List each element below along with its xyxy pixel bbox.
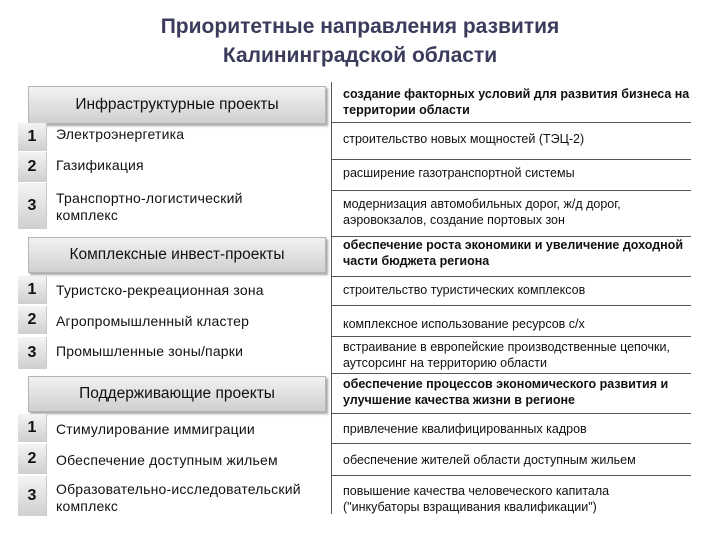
item-number: 1 xyxy=(18,276,47,304)
row-divider xyxy=(331,190,691,191)
row-divider xyxy=(331,336,691,337)
item-description: модернизация автомобильных дорог, ж/д дорог, аэровокзалов, создание портовых зон xyxy=(343,197,621,227)
item-description: привлечение квалифицированных кадров xyxy=(343,422,587,436)
row-divider xyxy=(331,413,691,414)
row-divider xyxy=(331,276,691,277)
item-description: расширение газотранспортной системы xyxy=(343,166,575,180)
item-number: 3 xyxy=(18,337,47,369)
item-description: повышение качества человеческого капитала ("инкубаторы взращивания квалификации") xyxy=(343,484,610,514)
item-label: Промышленные зоны/парки xyxy=(56,343,244,359)
item-description: строительство туристических комплексов xyxy=(343,283,586,297)
item-number: 3 xyxy=(18,476,47,516)
row-divider xyxy=(331,475,691,476)
item-label: Газификация xyxy=(56,157,144,173)
item-number: 3 xyxy=(18,183,47,229)
item-number: 2 xyxy=(18,444,47,474)
section-header-infrastructure: Инфраструктурные проекты xyxy=(28,86,326,124)
item-number: 2 xyxy=(18,152,47,182)
section-header-investment: Комплексные инвест-проекты xyxy=(28,237,326,273)
section-goal-investment: обеспечение роста экономики и увеличение доходной части бюджета региона xyxy=(343,238,684,268)
row-divider xyxy=(331,305,691,306)
item-description: встраивание в европейские производственные цепочки, аутсорсинг на территорию области xyxy=(343,340,670,370)
section-goal-support: обеспечение процессов экономического развития и улучшение качества жизни в регионе xyxy=(343,377,669,407)
item-number: 1 xyxy=(18,414,47,442)
item-description: обеспечение жителей области доступным жильем xyxy=(343,453,636,467)
item-label: Стимулирование иммиграции xyxy=(56,421,255,437)
row-divider xyxy=(331,122,691,123)
item-description: строительство новых мощностей (ТЭЦ-2) xyxy=(343,132,585,146)
item-description: комплексное использование ресурсов с/х xyxy=(343,317,585,331)
row-divider xyxy=(331,443,691,444)
item-number: 2 xyxy=(18,306,47,334)
page-title xyxy=(0,12,720,70)
item-label: Туристско-рекреационная зона xyxy=(56,282,264,298)
section-header-support: Поддерживающие проекты xyxy=(28,376,326,412)
item-label: Обеспечение доступным жильем xyxy=(56,452,278,468)
row-divider xyxy=(331,159,691,160)
item-label: Транспортно-логистический комплекс xyxy=(56,190,243,223)
item-label: Агропромышленный кластер xyxy=(56,313,250,329)
column-divider xyxy=(331,82,332,514)
title-line-2: Калининградской области xyxy=(222,44,498,67)
item-number: 1 xyxy=(18,123,47,151)
item-label: Образовательно-исследовательский комплекс xyxy=(56,481,301,514)
title-line-1: Приоритетные направления развития xyxy=(160,15,560,38)
row-divider xyxy=(331,373,691,374)
item-label: Электроэнергетика xyxy=(56,126,185,142)
section-goal-infrastructure: создание факторных условий для развития бизнеса на территории области xyxy=(343,87,690,117)
